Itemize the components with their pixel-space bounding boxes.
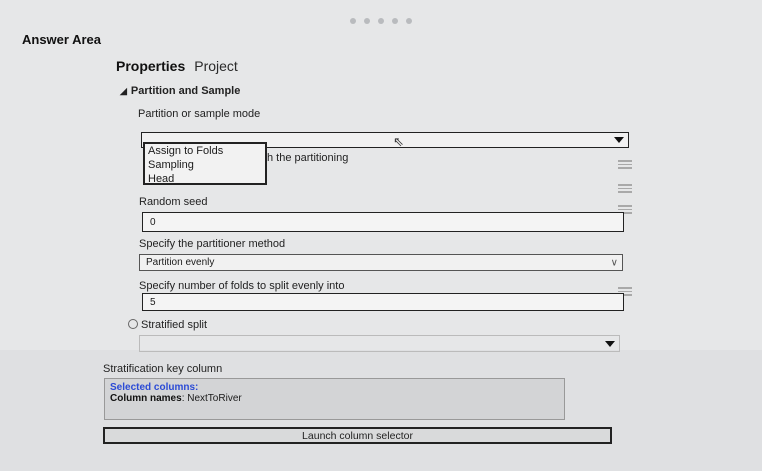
drag-handle-icon[interactable] bbox=[618, 184, 632, 193]
partitioner-method-dropdown[interactable] bbox=[139, 254, 623, 271]
section-title: Partition and Sample bbox=[130, 85, 241, 97]
chevron-down-icon[interactable]: ∨ bbox=[610, 257, 618, 268]
partition-mode-label: Partition or sample mode bbox=[138, 108, 261, 120]
partition-mode-options-list[interactable] bbox=[143, 142, 267, 185]
mouse-cursor-icon: ⇖ bbox=[393, 134, 404, 149]
random-seed-label: Random seed bbox=[139, 196, 208, 208]
tab-properties[interactable]: Properties bbox=[116, 58, 186, 74]
stratified-split-label: Stratified split bbox=[141, 319, 208, 331]
partitioner-method-value: Partition evenly bbox=[146, 257, 215, 268]
radio-icon[interactable] bbox=[128, 319, 138, 329]
folds-label: Specify number of folds to split evenly into bbox=[139, 280, 345, 292]
tab-project[interactable]: Project bbox=[194, 58, 238, 74]
partitioning-hint-text: h the partitioning bbox=[267, 152, 349, 164]
chevron-down-icon[interactable] bbox=[605, 341, 615, 347]
answer-area-title: Answer Area bbox=[22, 32, 101, 47]
collapse-caret-icon[interactable]: ◢ bbox=[120, 85, 127, 96]
chevron-down-icon[interactable] bbox=[614, 137, 624, 143]
stratified-split-option[interactable] bbox=[128, 319, 207, 331]
selected-columns-box bbox=[104, 378, 565, 420]
section-partition-and-sample[interactable] bbox=[120, 85, 240, 97]
folds-input[interactable]: 5 bbox=[142, 293, 624, 311]
step-dot bbox=[350, 18, 356, 24]
random-seed-input[interactable]: 0 bbox=[142, 212, 624, 232]
selected-columns-title: Selected columns: bbox=[110, 382, 199, 393]
drag-handle-icon[interactable] bbox=[618, 160, 632, 169]
step-dot bbox=[378, 18, 384, 24]
option-sampling[interactable]: Sampling bbox=[148, 159, 194, 171]
column-names-value: NextToRiver bbox=[187, 393, 242, 404]
step-dot bbox=[364, 18, 370, 24]
step-dot bbox=[392, 18, 398, 24]
launch-column-selector-button[interactable]: Launch column selector bbox=[103, 427, 612, 444]
stratified-split-dropdown[interactable] bbox=[139, 335, 620, 352]
step-indicator bbox=[350, 18, 412, 24]
step-dot bbox=[406, 18, 412, 24]
partitioner-method-label: Specify the partitioner method bbox=[139, 238, 286, 250]
option-head[interactable]: Head bbox=[148, 173, 175, 185]
properties-tabs bbox=[116, 58, 238, 74]
option-assign-to-folds[interactable]: Assign to Folds bbox=[148, 145, 224, 157]
column-names-line: Column names: NextToRiver bbox=[110, 393, 242, 404]
column-names-label: Column names bbox=[110, 393, 182, 404]
stratification-key-label: Stratification key column bbox=[103, 363, 223, 375]
